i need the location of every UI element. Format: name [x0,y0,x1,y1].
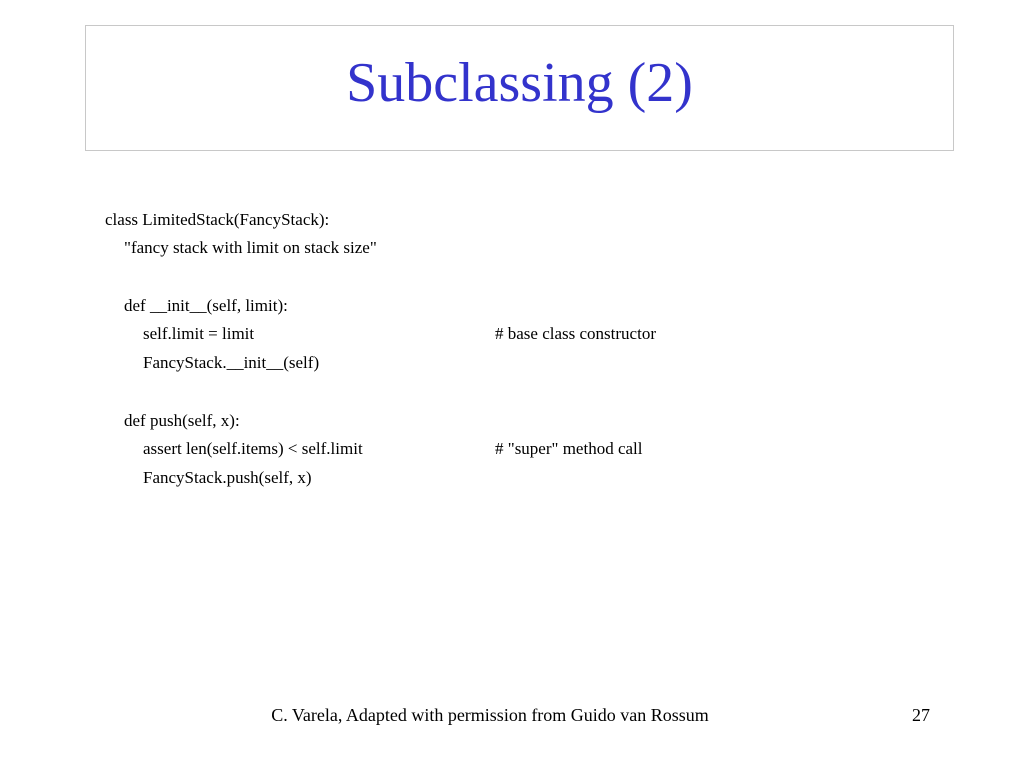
code-text: "fancy stack with limit on stack size" [124,238,377,258]
code-line [88,177,948,229]
code-line [88,435,948,487]
slide-title: Subclassing (2) [346,52,693,114]
code-line [88,263,948,315]
code-line [88,206,948,258]
code-text: self.limit = limit [143,324,255,344]
code-text: class LimitedStack(FancyStack): [105,209,330,229]
code-comment: # base class constructor [495,324,656,344]
code-line-blank [88,234,948,263]
code-line [88,320,948,373]
code-text: FancyStack.__init__(self) [143,353,320,373]
footer-credit: C. Varela, Adapted with permission from Guido van Rossum [271,705,709,725]
slide-number: 27 [912,705,930,725]
code-comment: # "super" method call [495,439,643,459]
code-line [88,378,948,430]
code-text: FancyStack.push(self, x) [143,467,312,487]
title-box [85,25,954,151]
code-block [88,177,948,487]
code-text: assert len(self.items) < self.limit [143,439,363,459]
code-text: def push(self, x): [124,410,240,430]
code-line-blank [88,349,948,378]
code-text: def __init__(self, limit): [124,295,288,315]
